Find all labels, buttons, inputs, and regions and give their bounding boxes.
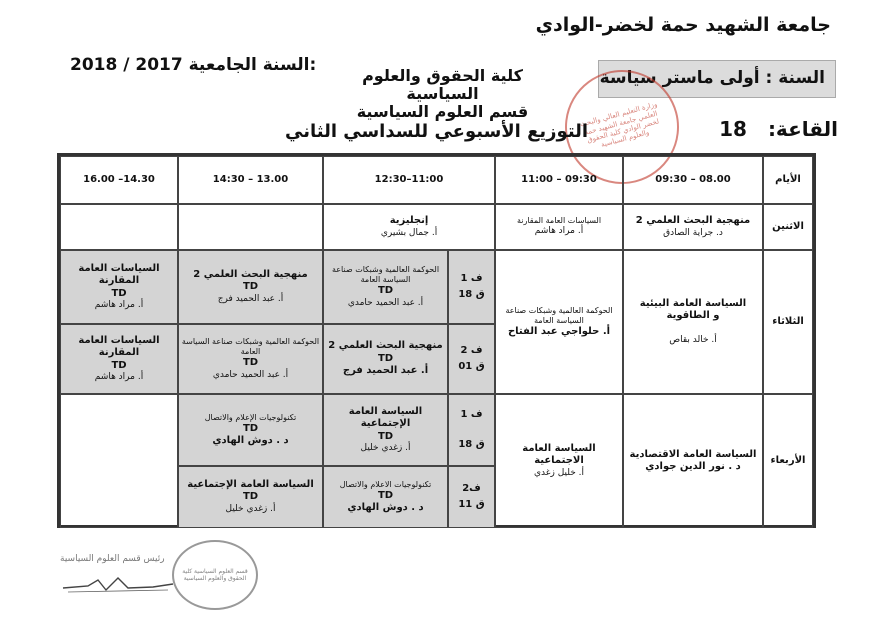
wednesday-group1-course (323, 394, 448, 466)
monday-slot2 (495, 204, 623, 250)
wednesday-slot2 (495, 394, 623, 528)
course-type: TD (242, 357, 259, 369)
wednesday-group1-label (448, 394, 495, 466)
tuesday-slot5-a (60, 250, 178, 324)
tuesday-slot2 (495, 250, 623, 394)
monday-slot5 (60, 204, 178, 250)
course-professor: أ. زغدي خليل (225, 503, 276, 514)
course-title: الحوكمة العالمية وشبكات صناعة السياسة العامة (181, 337, 320, 357)
course-title: منهجية البحث العلمي 2 (328, 340, 443, 352)
course-professor: أ. مراد هاشم (534, 226, 584, 237)
course-title: الحوكمة العالمية وشبكات صناعة السياسة العامة (331, 265, 440, 285)
course-title: منهجية البحث العلمي 2 (193, 268, 308, 280)
course-title-line2: و الطاقوية (666, 310, 720, 322)
course-professor: أ. زغدي خليل (360, 443, 411, 454)
group-room: ق 01 (458, 361, 485, 372)
course-type: TD (111, 359, 127, 371)
course-type: TD (242, 281, 259, 293)
day-monday: الاثنين (763, 204, 813, 250)
course-title: السياسات العامة المقارنة (516, 216, 602, 226)
monday-slot3 (323, 204, 495, 250)
wednesday-slot5 (60, 394, 178, 528)
course-type: TD (111, 287, 127, 299)
course-professor: د. جراية الصادق (663, 227, 723, 238)
wednesday-slot1 (623, 394, 763, 528)
course-title: السياسة العامة البيئية (639, 297, 747, 309)
group-number: ف2 (462, 483, 481, 494)
course-professor: أ. عبد الحميد حامدي (212, 369, 289, 380)
day-wednesday: الأربعاء (763, 394, 813, 528)
course-type: TD (242, 491, 259, 503)
course-title: السياسات العامة المقارنة (78, 262, 160, 287)
room-number: 18 (719, 117, 747, 141)
wednesday-group2-course (323, 466, 448, 528)
faculty-name: كلية الحقوق والعلوم السياسية (362, 66, 523, 103)
course-title: تكنولوجيات الاعلام والاتصال (339, 479, 432, 489)
course-professor: أ. عبد الحميد فرج (342, 365, 429, 377)
faculty-block (335, 67, 550, 121)
tuesday-group1-label (448, 250, 495, 324)
tuesday-group2-course (323, 324, 448, 394)
room-info (719, 117, 838, 141)
course-title: الحوكمة العالمية وشبكات صناعة السياسة العامة (505, 305, 613, 325)
course-professor: أ. حلواجي عبد الفتاح (507, 325, 611, 337)
slot-header-3: 11:00–12:30 (323, 156, 495, 204)
course-title: منهجية البحث العلمي 2 (635, 215, 751, 227)
course-professor: أ. عبد الحميد حامدي (347, 297, 424, 308)
group-room: ق 18 (458, 289, 485, 300)
room-label: القاعة: (767, 117, 838, 141)
wednesday-slot4-b (178, 466, 323, 528)
course-type: TD (377, 285, 394, 297)
course-type: TD (377, 352, 394, 364)
group-room: ق 11 (458, 499, 485, 510)
group-room: ق 18 (458, 439, 485, 450)
monday-slot4 (178, 204, 323, 250)
course-professor: أ. خالد بقاص (669, 334, 717, 345)
course-professor: أ. عبد الحميد فرج (217, 293, 284, 304)
course-title: السياسات العامة المقارنة (78, 334, 160, 359)
days-header: الأيام (763, 156, 813, 204)
tuesday-slot4-a (178, 250, 323, 324)
signature (58, 568, 178, 598)
group-number: ف 1 (460, 409, 483, 420)
course-title: تكنولوجيات الإعلام والاتصال (204, 412, 297, 422)
course-title: السياسة العامة الإجتماعية (187, 478, 314, 490)
group-number: ف 1 (460, 273, 483, 284)
university-name: جامعة الشهيد حمة لخضر-الوادي (535, 14, 831, 36)
tuesday-group2-label (448, 324, 495, 394)
schedule-table (57, 153, 816, 528)
course-professor: د . دوش الهادي (347, 502, 424, 513)
monday-slot1 (623, 204, 763, 250)
wednesday-slot4-a (178, 394, 323, 466)
tuesday-slot4-b (178, 324, 323, 394)
academic-year-value: 2018 / 2017 (70, 55, 183, 75)
department-head-label: رئيس قسم العلوم السياسية (60, 554, 165, 564)
slot-header-4: 13.00 – 14:30 (178, 156, 323, 204)
slot-header-2: 09:30 – 11:00 (495, 156, 623, 204)
course-professor: أ. مراد هاشم (94, 372, 144, 383)
day-tuesday: الثلاثاء (763, 250, 813, 394)
wednesday-group2-label (448, 466, 495, 528)
group-number: ف 2 (460, 345, 483, 356)
slot-header-1: 08.00 – 09:30 (623, 156, 763, 204)
academic-year-label: السنة الجامعية: (188, 55, 317, 75)
course-title: السياسة العامة الإجتماعية (348, 405, 423, 430)
course-title: إنجليزية (389, 215, 429, 227)
academic-year (70, 55, 316, 75)
university-stamp-text: وزارة التعليم العالي والبحث العلمي جامعة الشهيد حمة لخضر الوادي كلية الحقوق والعلوم السياسية (579, 100, 660, 150)
course-professor: د . دوش الهادي (212, 435, 289, 446)
course-title: السياسة العامة الاجتماعية (522, 442, 596, 467)
slot-header-5: 14.30– 16.00 (60, 156, 178, 204)
course-type: TD (242, 422, 259, 434)
tuesday-slot1 (623, 250, 763, 394)
course-type: TD (377, 430, 394, 442)
course-professor: د . نور الدين جوادي (645, 461, 741, 472)
department-stamp-text: قسم العلوم السياسية كلية الحقوق والعلوم السياسية (182, 567, 248, 582)
course-type: TD (377, 489, 394, 501)
schedule-title: التوزيع الأسبوعي للسداسي الثاني (285, 121, 589, 142)
course-professor: أ. خليل زغدي (534, 467, 584, 478)
level-text: السنة : أولى ماستر سياسة (599, 68, 825, 88)
course-professor: أ. جمال بشيري (380, 227, 438, 238)
department-stamp (172, 540, 258, 610)
tuesday-group1-course (323, 250, 448, 324)
course-professor: أ. مراد هاشم (94, 300, 144, 311)
course-title: السياسة العامة الاقتصادية (629, 448, 757, 460)
tuesday-slot5-b (60, 324, 178, 394)
department-name: قسم العلوم السياسية (356, 102, 529, 121)
